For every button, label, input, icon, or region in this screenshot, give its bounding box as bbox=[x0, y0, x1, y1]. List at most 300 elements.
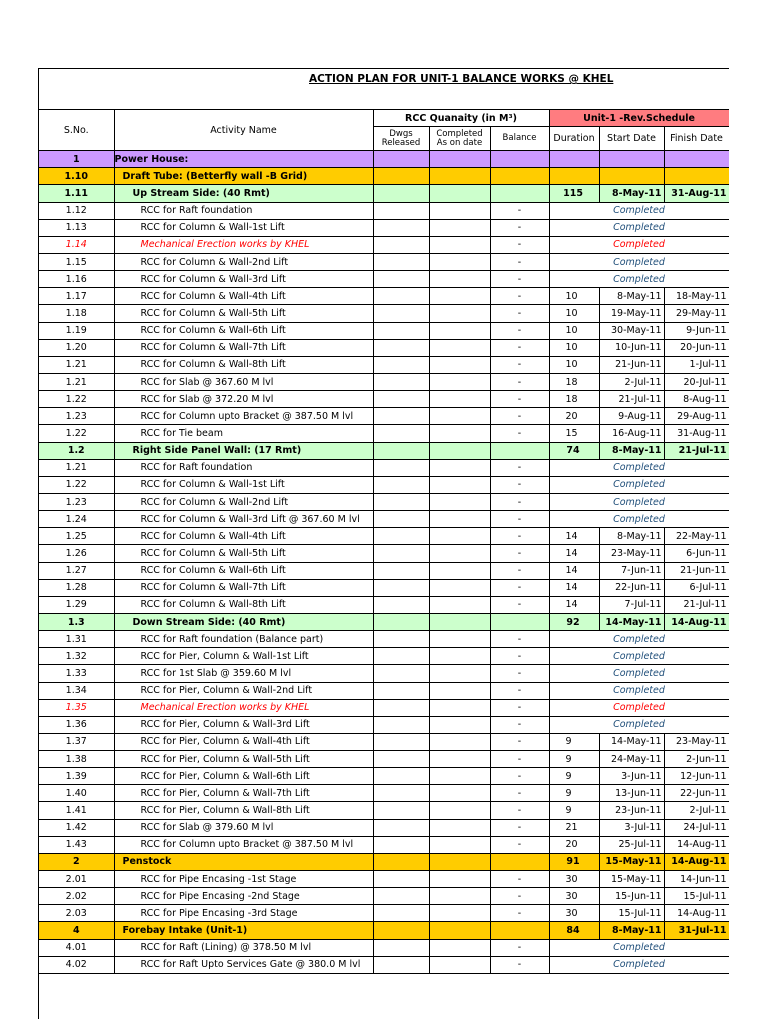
row-balance: - bbox=[490, 751, 549, 768]
table-row bbox=[39, 648, 729, 665]
row-activity: Draft Tube: (Betterfly wall -B Grid) bbox=[114, 168, 373, 185]
row-balance: - bbox=[490, 562, 549, 579]
row-finish-date: 21-Jun-11 bbox=[664, 562, 729, 579]
row-sno: 1.41 bbox=[39, 802, 114, 819]
row-status: Completed bbox=[549, 939, 729, 956]
row-dwgs-released bbox=[373, 613, 429, 630]
row-finish-date: 8-Aug-11 bbox=[664, 391, 729, 408]
header-start-date: Start Date bbox=[599, 127, 664, 151]
row-status: Completed bbox=[549, 511, 729, 528]
row-completed-qty bbox=[429, 665, 490, 682]
row-completed-qty bbox=[429, 631, 490, 648]
row-status: Completed bbox=[549, 699, 729, 716]
row-finish-date: 15-Jul-11 bbox=[664, 888, 729, 905]
row-balance: - bbox=[490, 819, 549, 836]
row-start-date: 16-Aug-11 bbox=[599, 425, 664, 442]
row-balance: - bbox=[490, 253, 549, 270]
row-balance: - bbox=[490, 391, 549, 408]
row-activity: Forebay Intake (Unit-1) bbox=[114, 922, 373, 939]
row-balance: - bbox=[490, 528, 549, 545]
table-row bbox=[39, 785, 729, 802]
row-balance: - bbox=[490, 511, 549, 528]
row-dwgs-released bbox=[373, 905, 429, 922]
row-sno: 1.35 bbox=[39, 699, 114, 716]
row-duration: 15 bbox=[549, 425, 599, 442]
row-sno: 1.39 bbox=[39, 768, 114, 785]
row-sno: 1.38 bbox=[39, 751, 114, 768]
row-status: Completed bbox=[549, 459, 729, 476]
row-completed-qty bbox=[429, 699, 490, 716]
row-activity: RCC for Column & Wall-6th Lift bbox=[114, 562, 373, 579]
row-dwgs-released bbox=[373, 871, 429, 888]
row-activity: Mechanical Erection works by KHEL bbox=[114, 699, 373, 716]
row-duration: 14 bbox=[549, 579, 599, 596]
row-duration: 20 bbox=[549, 408, 599, 425]
row-finish-date: 23-May-11 bbox=[664, 733, 729, 750]
row-activity: RCC for Column & Wall-7th Lift bbox=[114, 339, 373, 356]
table-row bbox=[39, 905, 729, 922]
row-dwgs-released bbox=[373, 665, 429, 682]
row-balance bbox=[490, 853, 549, 870]
row-finish-date: 1-Jul-11 bbox=[664, 356, 729, 373]
row-start-date: 9-Aug-11 bbox=[599, 408, 664, 425]
row-duration bbox=[549, 151, 599, 168]
row-finish-date: 18-May-11 bbox=[664, 288, 729, 305]
row-completed-qty bbox=[429, 373, 490, 390]
table-row bbox=[39, 271, 729, 288]
row-duration: 9 bbox=[549, 733, 599, 750]
row-balance: - bbox=[490, 596, 549, 613]
row-sno: 1.3 bbox=[39, 613, 114, 630]
row-balance: - bbox=[490, 339, 549, 356]
row-completed-qty bbox=[429, 871, 490, 888]
table-row bbox=[39, 493, 729, 510]
row-completed-qty bbox=[429, 425, 490, 442]
row-activity: RCC for Pier, Column & Wall-5th Lift bbox=[114, 751, 373, 768]
row-completed-qty bbox=[429, 613, 490, 630]
row-completed-qty bbox=[429, 716, 490, 733]
table-row bbox=[39, 288, 729, 305]
row-dwgs-released bbox=[373, 185, 429, 202]
row-status: Completed bbox=[549, 493, 729, 510]
row-activity: RCC for Pier, Column & Wall-2nd Lift bbox=[114, 682, 373, 699]
row-completed-qty bbox=[429, 236, 490, 253]
row-start-date: 19-May-11 bbox=[599, 305, 664, 322]
table-row bbox=[39, 511, 729, 528]
row-sno: 1.32 bbox=[39, 648, 114, 665]
row-dwgs-released bbox=[373, 751, 429, 768]
row-finish-date: 31-Jul-11 bbox=[664, 922, 729, 939]
row-completed-qty bbox=[429, 922, 490, 939]
header-sno: S.No. bbox=[39, 110, 114, 151]
row-start-date bbox=[599, 151, 664, 168]
row-finish-date: 20-Jun-11 bbox=[664, 339, 729, 356]
row-status: Completed bbox=[549, 253, 729, 270]
table-row bbox=[39, 168, 729, 185]
row-start-date: 21-Jul-11 bbox=[599, 391, 664, 408]
row-dwgs-released bbox=[373, 442, 429, 459]
table-row bbox=[39, 613, 729, 630]
row-dwgs-released bbox=[373, 733, 429, 750]
row-completed-qty bbox=[429, 768, 490, 785]
row-start-date: 24-May-11 bbox=[599, 751, 664, 768]
row-balance: - bbox=[490, 888, 549, 905]
row-completed-qty bbox=[429, 682, 490, 699]
row-sno: 1.23 bbox=[39, 408, 114, 425]
row-activity: Down Stream Side: (40 Rmt) bbox=[114, 613, 373, 630]
table-row bbox=[39, 888, 729, 905]
row-start-date: 23-May-11 bbox=[599, 545, 664, 562]
row-completed-qty bbox=[429, 476, 490, 493]
table-row bbox=[39, 699, 729, 716]
row-dwgs-released bbox=[373, 562, 429, 579]
row-completed-qty bbox=[429, 853, 490, 870]
row-activity: Power House: bbox=[114, 151, 373, 168]
row-duration: 18 bbox=[549, 391, 599, 408]
row-dwgs-released bbox=[373, 596, 429, 613]
row-dwgs-released bbox=[373, 459, 429, 476]
row-status: Completed bbox=[549, 682, 729, 699]
row-completed-qty bbox=[429, 408, 490, 425]
row-completed-qty bbox=[429, 493, 490, 510]
row-dwgs-released bbox=[373, 853, 429, 870]
action-plan-table bbox=[39, 109, 729, 974]
row-finish-date: 20-Jul-11 bbox=[664, 373, 729, 390]
row-activity: RCC for Column & Wall-3rd Lift bbox=[114, 271, 373, 288]
header-duration: Duration bbox=[549, 127, 599, 151]
row-status: Completed bbox=[549, 716, 729, 733]
row-balance: - bbox=[490, 271, 549, 288]
row-activity: RCC for Column & Wall-8th Lift bbox=[114, 596, 373, 613]
row-duration: 74 bbox=[549, 442, 599, 459]
row-dwgs-released bbox=[373, 631, 429, 648]
row-activity: RCC for Pipe Encasing -2nd Stage bbox=[114, 888, 373, 905]
row-start-date: 8-May-11 bbox=[599, 185, 664, 202]
row-dwgs-released bbox=[373, 579, 429, 596]
table-row bbox=[39, 391, 729, 408]
row-sno: 4.01 bbox=[39, 939, 114, 956]
row-completed-qty bbox=[429, 339, 490, 356]
row-balance bbox=[490, 168, 549, 185]
table-row bbox=[39, 322, 729, 339]
row-dwgs-released bbox=[373, 545, 429, 562]
row-start-date: 7-Jun-11 bbox=[599, 562, 664, 579]
row-activity: RCC for Pier, Column & Wall-7th Lift bbox=[114, 785, 373, 802]
row-finish-date: 29-Aug-11 bbox=[664, 408, 729, 425]
row-start-date: 3-Jul-11 bbox=[599, 819, 664, 836]
row-start-date: 8-May-11 bbox=[599, 922, 664, 939]
row-completed-qty bbox=[429, 785, 490, 802]
row-dwgs-released bbox=[373, 493, 429, 510]
row-status: Completed bbox=[549, 956, 729, 973]
row-sno: 1.19 bbox=[39, 322, 114, 339]
row-finish-date: 14-Aug-11 bbox=[664, 905, 729, 922]
row-dwgs-released bbox=[373, 408, 429, 425]
row-finish-date bbox=[664, 151, 729, 168]
row-duration: 30 bbox=[549, 905, 599, 922]
row-balance: - bbox=[490, 905, 549, 922]
table-row bbox=[39, 939, 729, 956]
row-activity: RCC for Pier, Column & Wall-3rd Lift bbox=[114, 716, 373, 733]
row-sno: 1.10 bbox=[39, 168, 114, 185]
row-activity: RCC for Pier, Column & Wall-6th Lift bbox=[114, 768, 373, 785]
row-sno: 1.18 bbox=[39, 305, 114, 322]
row-start-date: 14-May-11 bbox=[599, 613, 664, 630]
table-row bbox=[39, 356, 729, 373]
table-row bbox=[39, 853, 729, 870]
row-activity: RCC for Column & Wall-2nd Lift bbox=[114, 493, 373, 510]
row-balance bbox=[490, 185, 549, 202]
row-balance: - bbox=[490, 305, 549, 322]
row-balance: - bbox=[490, 202, 549, 219]
row-finish-date: 21-Jul-11 bbox=[664, 442, 729, 459]
table-row bbox=[39, 819, 729, 836]
row-completed-qty bbox=[429, 579, 490, 596]
row-activity: RCC for Pier, Column & Wall-1st Lift bbox=[114, 648, 373, 665]
row-balance bbox=[490, 922, 549, 939]
row-completed-qty bbox=[429, 905, 490, 922]
table-row bbox=[39, 476, 729, 493]
row-dwgs-released bbox=[373, 151, 429, 168]
row-duration bbox=[549, 168, 599, 185]
row-sno: 1.16 bbox=[39, 271, 114, 288]
row-activity: RCC for Column & Wall-4th Lift bbox=[114, 288, 373, 305]
row-completed-qty bbox=[429, 528, 490, 545]
row-balance: - bbox=[490, 493, 549, 510]
row-finish-date: 31-Aug-11 bbox=[664, 185, 729, 202]
row-sno: 1.31 bbox=[39, 631, 114, 648]
row-duration: 9 bbox=[549, 802, 599, 819]
row-dwgs-released bbox=[373, 511, 429, 528]
table-row bbox=[39, 202, 729, 219]
row-dwgs-released bbox=[373, 785, 429, 802]
row-start-date: 21-Jun-11 bbox=[599, 356, 664, 373]
row-activity: RCC for Pier, Column & Wall-4th Lift bbox=[114, 733, 373, 750]
header-completed: Completed As on date bbox=[429, 127, 490, 151]
row-finish-date: 2-Jun-11 bbox=[664, 751, 729, 768]
header-balance: Balance bbox=[490, 127, 549, 151]
row-dwgs-released bbox=[373, 288, 429, 305]
row-status: Completed bbox=[549, 648, 729, 665]
row-duration: 10 bbox=[549, 322, 599, 339]
row-dwgs-released bbox=[373, 356, 429, 373]
row-dwgs-released bbox=[373, 716, 429, 733]
row-activity: Mechanical Erection works by KHEL bbox=[114, 236, 373, 253]
row-duration: 9 bbox=[549, 785, 599, 802]
row-dwgs-released bbox=[373, 253, 429, 270]
header-activity: Activity Name bbox=[114, 110, 373, 151]
row-sno: 1.2 bbox=[39, 442, 114, 459]
row-activity: RCC for Pier, Column & Wall-8th Lift bbox=[114, 802, 373, 819]
row-start-date: 15-Jun-11 bbox=[599, 888, 664, 905]
row-dwgs-released bbox=[373, 819, 429, 836]
row-completed-qty bbox=[429, 751, 490, 768]
row-balance: - bbox=[490, 236, 549, 253]
row-dwgs-released bbox=[373, 236, 429, 253]
row-finish-date: 14-Aug-11 bbox=[664, 853, 729, 870]
table-row bbox=[39, 305, 729, 322]
table-row bbox=[39, 528, 729, 545]
table-row bbox=[39, 562, 729, 579]
row-dwgs-released bbox=[373, 699, 429, 716]
table-row bbox=[39, 425, 729, 442]
table-row bbox=[39, 185, 729, 202]
row-duration: 10 bbox=[549, 305, 599, 322]
row-start-date: 2-Jul-11 bbox=[599, 373, 664, 390]
row-activity: RCC for Raft (Lining) @ 378.50 M lvl bbox=[114, 939, 373, 956]
row-balance: - bbox=[490, 768, 549, 785]
row-completed-qty bbox=[429, 888, 490, 905]
row-balance: - bbox=[490, 939, 549, 956]
row-dwgs-released bbox=[373, 768, 429, 785]
row-balance bbox=[490, 613, 549, 630]
row-status: Completed bbox=[549, 219, 729, 236]
row-balance: - bbox=[490, 356, 549, 373]
row-activity: RCC for Column & Wall-7th Lift bbox=[114, 579, 373, 596]
row-finish-date: 14-Aug-11 bbox=[664, 613, 729, 630]
row-finish-date: 24-Jul-11 bbox=[664, 819, 729, 836]
row-status: Completed bbox=[549, 236, 729, 253]
row-balance: - bbox=[490, 699, 549, 716]
row-completed-qty bbox=[429, 391, 490, 408]
row-sno: 1.17 bbox=[39, 288, 114, 305]
row-dwgs-released bbox=[373, 939, 429, 956]
row-dwgs-released bbox=[373, 682, 429, 699]
header-finish-date: Finish Date bbox=[664, 127, 729, 151]
row-balance: - bbox=[490, 459, 549, 476]
table-row bbox=[39, 871, 729, 888]
row-finish-date: 21-Jul-11 bbox=[664, 596, 729, 613]
row-completed-qty bbox=[429, 648, 490, 665]
row-dwgs-released bbox=[373, 322, 429, 339]
row-start-date: 30-May-11 bbox=[599, 322, 664, 339]
row-start-date: 7-Jul-11 bbox=[599, 596, 664, 613]
row-sno: 1.12 bbox=[39, 202, 114, 219]
row-sno: 1.28 bbox=[39, 579, 114, 596]
row-sno: 1.23 bbox=[39, 493, 114, 510]
row-finish-date: 29-May-11 bbox=[664, 305, 729, 322]
row-activity: RCC for Tie beam bbox=[114, 425, 373, 442]
row-finish-date: 22-May-11 bbox=[664, 528, 729, 545]
row-sno: 1.42 bbox=[39, 819, 114, 836]
row-activity: Penstock bbox=[114, 853, 373, 870]
row-completed-qty bbox=[429, 305, 490, 322]
row-completed-qty bbox=[429, 219, 490, 236]
row-sno: 1.37 bbox=[39, 733, 114, 750]
table-row bbox=[39, 836, 729, 853]
row-start-date: 15-May-11 bbox=[599, 871, 664, 888]
row-dwgs-released bbox=[373, 648, 429, 665]
row-activity: RCC for Column & Wall-4th Lift bbox=[114, 528, 373, 545]
row-completed-qty bbox=[429, 836, 490, 853]
row-start-date: 25-Jul-11 bbox=[599, 836, 664, 853]
row-duration: 14 bbox=[549, 596, 599, 613]
row-duration: 10 bbox=[549, 339, 599, 356]
row-balance: - bbox=[490, 322, 549, 339]
table-row bbox=[39, 716, 729, 733]
row-completed-qty bbox=[429, 511, 490, 528]
table-row bbox=[39, 956, 729, 973]
row-sno: 1.22 bbox=[39, 391, 114, 408]
row-activity: RCC for Pipe Encasing -3rd Stage bbox=[114, 905, 373, 922]
row-dwgs-released bbox=[373, 339, 429, 356]
row-duration: 91 bbox=[549, 853, 599, 870]
table-row bbox=[39, 682, 729, 699]
row-activity: RCC for Slab @ 379.60 M lvl bbox=[114, 819, 373, 836]
row-dwgs-released bbox=[373, 271, 429, 288]
row-activity: RCC for Column & Wall-3rd Lift @ 367.60 M lvl bbox=[114, 511, 373, 528]
row-start-date: 8-May-11 bbox=[599, 442, 664, 459]
row-finish-date: 31-Aug-11 bbox=[664, 425, 729, 442]
row-balance: - bbox=[490, 802, 549, 819]
row-sno: 1 bbox=[39, 151, 114, 168]
row-balance: - bbox=[490, 579, 549, 596]
row-start-date: 3-Jun-11 bbox=[599, 768, 664, 785]
spreadsheet bbox=[38, 68, 729, 1019]
table-row bbox=[39, 253, 729, 270]
row-balance bbox=[490, 151, 549, 168]
row-balance: - bbox=[490, 716, 549, 733]
row-completed-qty bbox=[429, 545, 490, 562]
table-row bbox=[39, 768, 729, 785]
row-activity: Right Side Panel Wall: (17 Rmt) bbox=[114, 442, 373, 459]
row-activity: RCC for Column & Wall-2nd Lift bbox=[114, 253, 373, 270]
row-sno: 1.34 bbox=[39, 682, 114, 699]
row-sno: 4.02 bbox=[39, 956, 114, 973]
row-sno: 4 bbox=[39, 922, 114, 939]
row-sno: 1.20 bbox=[39, 339, 114, 356]
row-start-date: 23-Jun-11 bbox=[599, 802, 664, 819]
row-finish-date: 12-Jun-11 bbox=[664, 768, 729, 785]
row-finish-date: 2-Jul-11 bbox=[664, 802, 729, 819]
table-row bbox=[39, 151, 729, 168]
row-sno: 1.13 bbox=[39, 219, 114, 236]
row-dwgs-released bbox=[373, 888, 429, 905]
row-completed-qty bbox=[429, 596, 490, 613]
row-sno: 1.43 bbox=[39, 836, 114, 853]
row-sno: 1.29 bbox=[39, 596, 114, 613]
table-row bbox=[39, 545, 729, 562]
table-row bbox=[39, 665, 729, 682]
row-dwgs-released bbox=[373, 922, 429, 939]
row-finish-date bbox=[664, 168, 729, 185]
row-dwgs-released bbox=[373, 305, 429, 322]
table-row bbox=[39, 751, 729, 768]
row-completed-qty bbox=[429, 168, 490, 185]
row-duration: 14 bbox=[549, 562, 599, 579]
row-balance: - bbox=[490, 871, 549, 888]
row-duration: 10 bbox=[549, 356, 599, 373]
row-activity: RCC for Raft foundation (Balance part) bbox=[114, 631, 373, 648]
row-sno: 1.26 bbox=[39, 545, 114, 562]
row-completed-qty bbox=[429, 733, 490, 750]
row-balance: - bbox=[490, 545, 549, 562]
row-sno: 2.03 bbox=[39, 905, 114, 922]
row-sno: 1.25 bbox=[39, 528, 114, 545]
row-balance: - bbox=[490, 648, 549, 665]
row-activity: RCC for Pipe Encasing -1st Stage bbox=[114, 871, 373, 888]
row-status: Completed bbox=[549, 665, 729, 682]
row-balance: - bbox=[490, 682, 549, 699]
row-duration: 9 bbox=[549, 768, 599, 785]
row-duration: 84 bbox=[549, 922, 599, 939]
row-duration: 9 bbox=[549, 751, 599, 768]
row-completed-qty bbox=[429, 442, 490, 459]
row-finish-date: 6-Jul-11 bbox=[664, 579, 729, 596]
header-rcc-quantity: RCC Quanaity (in M³) bbox=[373, 110, 549, 127]
row-duration: 14 bbox=[549, 528, 599, 545]
row-sno: 1.15 bbox=[39, 253, 114, 270]
